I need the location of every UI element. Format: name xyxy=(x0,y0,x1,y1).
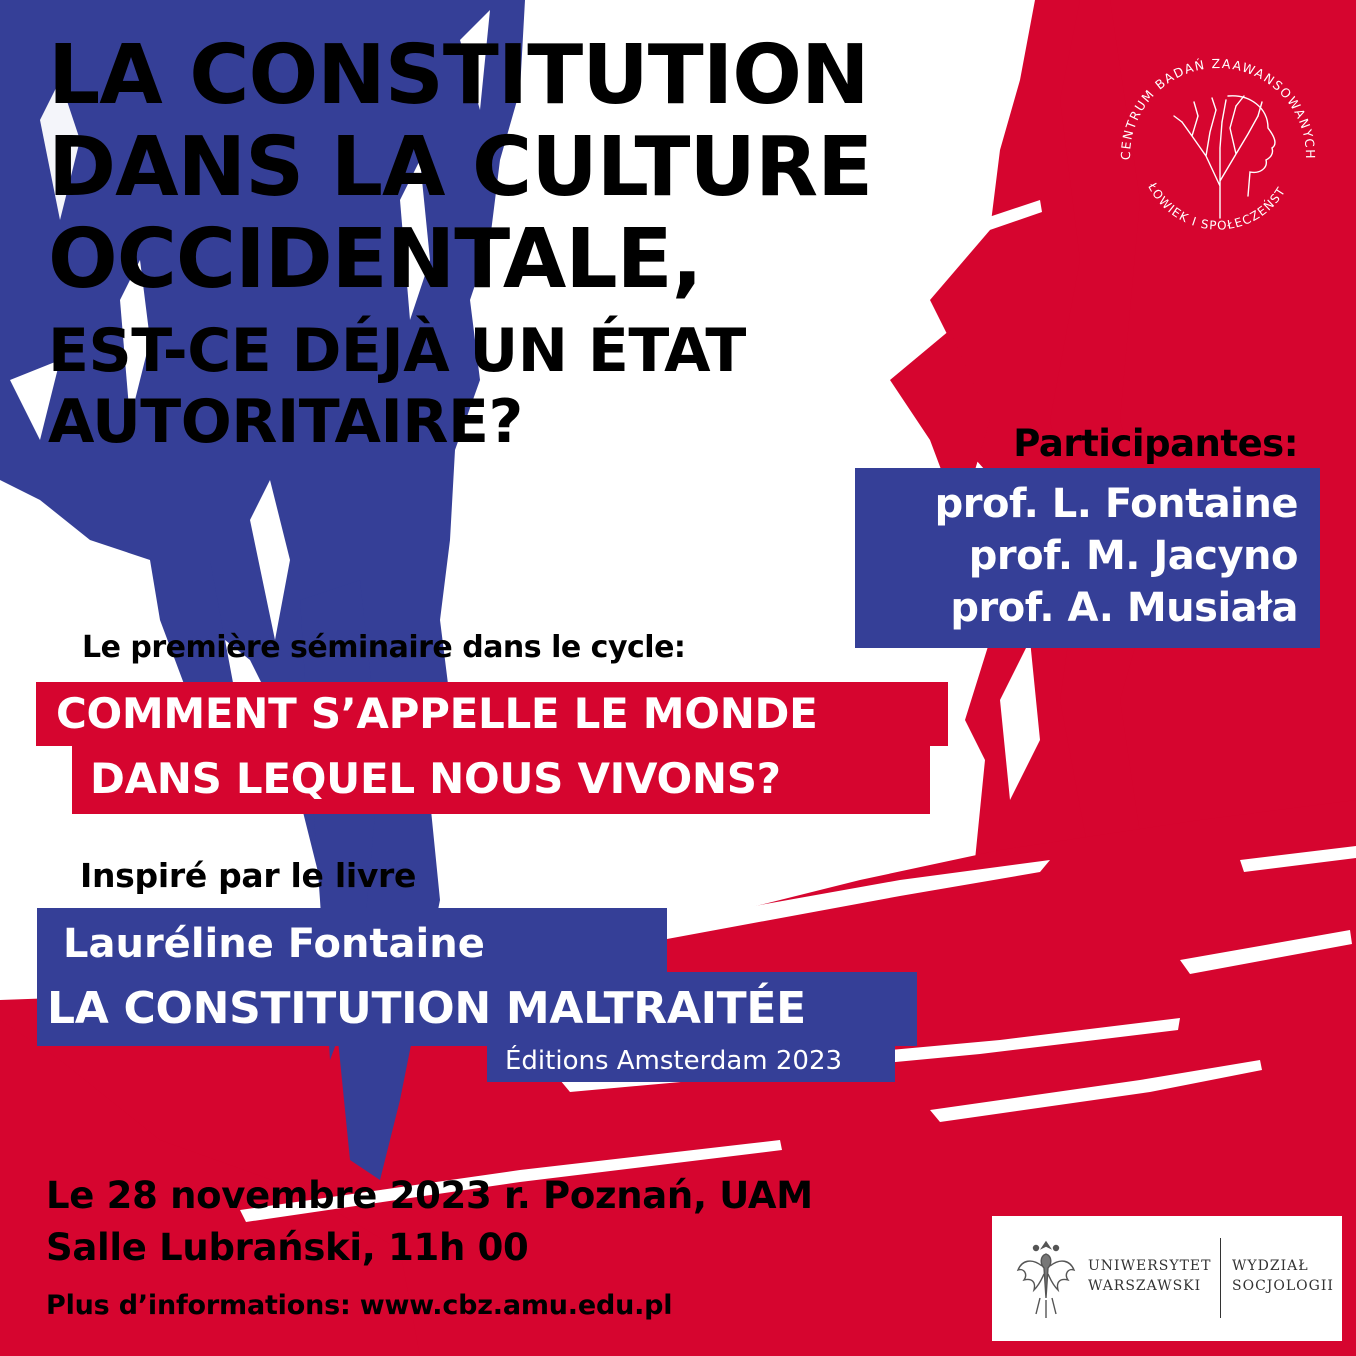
participants-box xyxy=(855,468,1320,648)
cbz-logo xyxy=(1108,36,1328,256)
cycle-title-box xyxy=(36,682,948,746)
participant-name: prof. A. Musiała xyxy=(950,585,1298,631)
university-logo xyxy=(992,1216,1342,1341)
book-author-box xyxy=(37,908,667,976)
more-info-link[interactable]: Plus d’informations: www.cbz.amu.edu.pl xyxy=(46,1290,673,1321)
cbz-top-text: CENTRUM BADAŃ ZAAWANSOWANYCH xyxy=(1117,55,1319,161)
main-title xyxy=(48,30,872,458)
event-venue: Salle Lubrański, 11h 00 xyxy=(46,1226,529,1269)
cycle-title-line-1: COMMENT S’APPELLE LE MONDE xyxy=(56,689,818,738)
participants-label: Participantes: xyxy=(1013,422,1298,465)
book-publisher: Éditions Amsterdam 2023 xyxy=(505,1046,843,1076)
title-line-4: EST-CE DÉJÀ UN ÉTAT xyxy=(48,316,746,386)
participant-name: prof. L. Fontaine xyxy=(934,481,1298,527)
tree-head-icon xyxy=(1174,96,1275,218)
cycle-label: Le première séminaire dans le cycle: xyxy=(82,630,686,665)
book-author: Lauréline Fontaine xyxy=(63,921,485,967)
faculty-name: WYDZIAŁ SOCJOLOGII xyxy=(1232,1258,1334,1294)
university-name: UNIWERSYTET WARSZAWSKI xyxy=(1088,1258,1212,1294)
logo-divider xyxy=(1220,1238,1221,1318)
title-line-5: AUTORITAIRE? xyxy=(48,387,523,457)
book-publisher-box xyxy=(487,1040,895,1082)
title-line-3: OCCIDENTALE, xyxy=(48,212,702,307)
eagle-emblem-icon xyxy=(1014,1234,1078,1324)
book-title: LA CONSTITUTION MALTRAITÉE xyxy=(47,983,806,1034)
svg-text:CENTRUM BADAŃ ZAAWANSOWANYCH xyxy=(1118,56,1318,160)
cycle-title-box xyxy=(72,744,930,814)
participant-name: prof. M. Jacyno xyxy=(968,533,1298,579)
book-title-box xyxy=(37,972,917,1046)
book-label: Inspiré par le livre xyxy=(80,856,417,895)
cycle-title-line-2: DANS LEQUEL NOUS VIVONS? xyxy=(90,754,781,803)
event-date: Le 28 novembre 2023 r. Poznań, UAM xyxy=(46,1174,813,1217)
title-line-1: LA CONSTITUTION xyxy=(48,28,869,123)
title-line-2: DANS LA CULTURE xyxy=(48,120,873,215)
cbz-bottom-text: ŁOWIEK I SPOŁECZEŃST xyxy=(1145,180,1289,233)
